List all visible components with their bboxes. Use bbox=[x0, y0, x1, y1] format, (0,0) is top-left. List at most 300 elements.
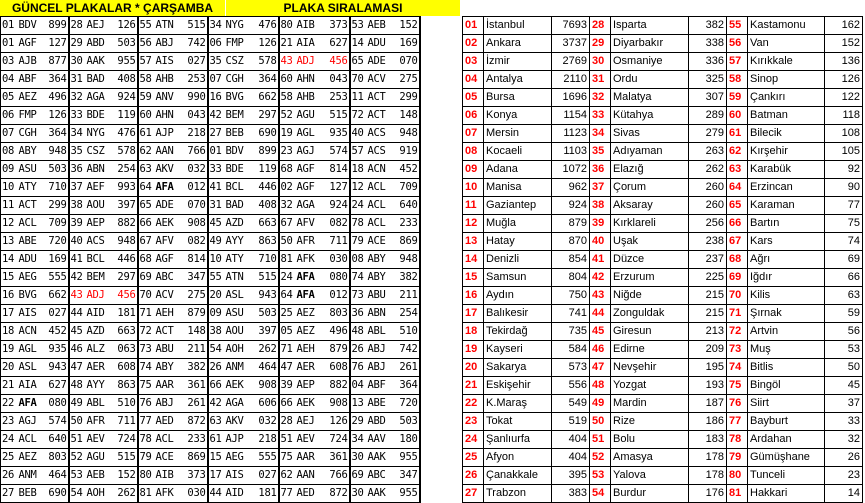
ranking-count: 69 bbox=[825, 251, 863, 269]
plate-letters: AZD bbox=[86, 323, 113, 341]
plate-letters: ASU bbox=[18, 161, 44, 179]
plate-letters: ACL bbox=[367, 197, 394, 215]
plate-letters: AED bbox=[296, 485, 324, 503]
plate-letters: CSZ bbox=[225, 53, 253, 71]
ranking-city: Denizli bbox=[484, 251, 552, 269]
ranking-rank: 60 bbox=[727, 107, 748, 125]
plate-letters: AFA bbox=[155, 179, 181, 197]
plate-letters: ADE bbox=[155, 197, 181, 215]
plate-letters: ASL bbox=[18, 359, 44, 377]
ranking-row bbox=[463, 287, 863, 305]
plate-code: 76 bbox=[138, 395, 155, 413]
plates-row bbox=[1, 17, 420, 35]
plate-code: 12 bbox=[350, 179, 367, 197]
plate-code: 25 bbox=[1, 449, 18, 467]
ranking-count: 26 bbox=[825, 449, 863, 467]
ranking-city: Siirt bbox=[748, 395, 825, 413]
ranking-count: 63 bbox=[825, 287, 863, 305]
plate-letters: ATY bbox=[225, 251, 253, 269]
ranking-count: 804 bbox=[552, 269, 590, 287]
ranking-city: Niğde bbox=[611, 287, 689, 305]
plate-letters: AYY bbox=[225, 233, 253, 251]
plate-number: 070 bbox=[181, 197, 208, 215]
plate-letters: BCL bbox=[225, 179, 253, 197]
plate-number: 742 bbox=[394, 341, 420, 359]
ranking-count: 404 bbox=[552, 431, 590, 449]
ranking-rank: 12 bbox=[463, 215, 484, 233]
plate-code: 33 bbox=[208, 161, 225, 179]
plate-letters: AEZ bbox=[296, 305, 324, 323]
plate-number: 879 bbox=[324, 341, 350, 359]
plate-letters: AOU bbox=[86, 197, 113, 215]
ranking-count: 162 bbox=[825, 17, 863, 35]
plate-letters: ABE bbox=[18, 233, 44, 251]
plate-letters: ALZ bbox=[86, 341, 113, 359]
ranking-table bbox=[462, 16, 863, 503]
ranking-count: 187 bbox=[689, 395, 727, 413]
ranking-rank: 44 bbox=[590, 305, 611, 323]
plate-number: 382 bbox=[181, 359, 208, 377]
plate-number: 253 bbox=[181, 71, 208, 89]
plate-number: 574 bbox=[324, 143, 350, 161]
plates-row bbox=[1, 287, 420, 305]
ranking-city: Düzce bbox=[611, 251, 689, 269]
ranking-rank: 41 bbox=[590, 251, 611, 269]
plate-code: 66 bbox=[279, 395, 296, 413]
plates-row bbox=[1, 269, 420, 287]
plate-number: 119 bbox=[253, 161, 279, 179]
ranking-count: 92 bbox=[825, 161, 863, 179]
plate-letters: AIS bbox=[18, 305, 44, 323]
ranking-city: Samsun bbox=[484, 269, 552, 287]
plates-row bbox=[1, 89, 420, 107]
ranking-rank: 07 bbox=[463, 125, 484, 143]
plate-number: 863 bbox=[113, 377, 138, 395]
plate-letters: ADJ bbox=[86, 287, 113, 305]
plate-letters: AAN bbox=[155, 143, 181, 161]
ranking-city: Kütahya bbox=[611, 107, 689, 125]
plate-number: 948 bbox=[44, 143, 69, 161]
ranking-city: Bilecik bbox=[748, 125, 825, 143]
plate-code: 18 bbox=[1, 323, 18, 341]
ranking-rank: 68 bbox=[727, 251, 748, 269]
plate-number: 119 bbox=[113, 107, 138, 125]
plate-number: 955 bbox=[394, 485, 420, 503]
ranking-rank: 55 bbox=[727, 17, 748, 35]
ranking-city: Burdur bbox=[611, 485, 689, 503]
plate-letters: ABU bbox=[155, 341, 181, 359]
plate-letters: AGJ bbox=[296, 143, 324, 161]
plate-number: 766 bbox=[324, 467, 350, 485]
plate-number: 640 bbox=[394, 197, 420, 215]
ranking-rank: 67 bbox=[727, 233, 748, 251]
plate-number: 724 bbox=[324, 431, 350, 449]
plate-code: 25 bbox=[279, 305, 296, 323]
plate-code: 57 bbox=[138, 53, 155, 71]
plate-number: 766 bbox=[181, 143, 208, 161]
ranking-rank: 69 bbox=[727, 269, 748, 287]
ranking-city: Bayburt bbox=[748, 413, 825, 431]
ranking-city: Rize bbox=[611, 413, 689, 431]
plate-code: 27 bbox=[1, 485, 18, 503]
ranking-count: 186 bbox=[689, 413, 727, 431]
plate-code: 63 bbox=[208, 413, 225, 431]
plate-code: 20 bbox=[208, 287, 225, 305]
plate-code: 29 bbox=[69, 35, 86, 53]
plate-code: 36 bbox=[69, 161, 86, 179]
plate-code: 52 bbox=[69, 449, 86, 467]
ranking-rank: 63 bbox=[727, 161, 748, 179]
plate-code: 06 bbox=[208, 35, 225, 53]
ranking-count: 519 bbox=[552, 413, 590, 431]
ranking-count: 404 bbox=[552, 449, 590, 467]
ranking-rank: 42 bbox=[590, 269, 611, 287]
ranking-city: Muş bbox=[748, 341, 825, 359]
plate-letters: AGA bbox=[86, 89, 113, 107]
ranking-rank: 47 bbox=[590, 359, 611, 377]
ranking-rank: 10 bbox=[463, 179, 484, 197]
plate-letters: AEZ bbox=[18, 449, 44, 467]
plate-letters: AEF bbox=[86, 179, 113, 197]
plates-row bbox=[1, 467, 420, 485]
ranking-rank: 50 bbox=[590, 413, 611, 431]
plate-number: 364 bbox=[253, 71, 279, 89]
plate-number: 803 bbox=[44, 449, 69, 467]
plate-code: 09 bbox=[208, 305, 225, 323]
plate-letters: ABJ bbox=[367, 341, 394, 359]
plate-number: 503 bbox=[394, 413, 420, 431]
ranking-count: 879 bbox=[552, 215, 590, 233]
plate-number: 299 bbox=[394, 89, 420, 107]
plate-letters: AEB bbox=[367, 17, 394, 35]
ranking-rank: 13 bbox=[463, 233, 484, 251]
ranking-row bbox=[463, 143, 863, 161]
ranking-rank: 15 bbox=[463, 269, 484, 287]
plate-number: 070 bbox=[394, 53, 420, 71]
plate-letters: AAK bbox=[367, 485, 394, 503]
ranking-city: Bingöl bbox=[748, 377, 825, 395]
plate-code: 79 bbox=[138, 449, 155, 467]
plate-letters: ACL bbox=[18, 431, 44, 449]
plate-number: 148 bbox=[181, 323, 208, 341]
plate-code: 62 bbox=[138, 143, 155, 161]
plate-letters: AEH bbox=[296, 341, 324, 359]
plate-letters: AGA bbox=[225, 395, 253, 413]
plate-code: 26 bbox=[350, 341, 367, 359]
plate-code: 63 bbox=[138, 161, 155, 179]
plate-number: 262 bbox=[113, 485, 138, 503]
plate-code: 35 bbox=[208, 53, 225, 71]
plate-letters: AFA bbox=[296, 269, 324, 287]
ranking-row bbox=[463, 377, 863, 395]
plate-number: 710 bbox=[44, 179, 69, 197]
plate-number: 397 bbox=[113, 197, 138, 215]
ranking-rank: 28 bbox=[590, 17, 611, 35]
plate-letters: AFK bbox=[296, 251, 324, 269]
plate-code: 17 bbox=[208, 467, 225, 485]
plate-number: 262 bbox=[253, 341, 279, 359]
plate-code: 53 bbox=[350, 17, 367, 35]
plate-number: 211 bbox=[394, 287, 420, 305]
plate-code: 81 bbox=[138, 485, 155, 503]
ranking-city: Uşak bbox=[611, 233, 689, 251]
plate-number: 211 bbox=[181, 341, 208, 359]
plate-code: 45 bbox=[208, 215, 225, 233]
plate-code: 34 bbox=[350, 431, 367, 449]
ranking-count: 1123 bbox=[552, 125, 590, 143]
plates-row bbox=[1, 215, 420, 233]
plate-code: 16 bbox=[208, 89, 225, 107]
plate-code: 77 bbox=[279, 485, 296, 503]
ranking-count: 260 bbox=[689, 179, 727, 197]
plate-code: 66 bbox=[208, 377, 225, 395]
ranking-count: 556 bbox=[552, 377, 590, 395]
plate-letters: AHB bbox=[155, 71, 181, 89]
ranking-city: K.Maraş bbox=[484, 395, 552, 413]
plate-letters: AFV bbox=[155, 233, 181, 251]
ranking-rank: 22 bbox=[463, 395, 484, 413]
plate-code: 14 bbox=[1, 251, 18, 269]
plate-code: 03 bbox=[1, 53, 18, 71]
ranking-count: 50 bbox=[825, 359, 863, 377]
ranking-count: 136 bbox=[825, 53, 863, 71]
ranking-rank: 14 bbox=[463, 251, 484, 269]
ranking-count: 279 bbox=[689, 125, 727, 143]
plate-letters: ADJ bbox=[296, 53, 324, 71]
plate-letters: ABY bbox=[367, 251, 394, 269]
plate-number: 720 bbox=[44, 233, 69, 251]
ranking-rank: 37 bbox=[590, 179, 611, 197]
ranking-city: Balıkesir bbox=[484, 305, 552, 323]
plate-code: 46 bbox=[69, 341, 86, 359]
plates-row bbox=[1, 323, 420, 341]
ranking-city: Zonguldak bbox=[611, 305, 689, 323]
plate-code: 18 bbox=[350, 161, 367, 179]
plate-letters: ACT bbox=[367, 107, 394, 125]
ranking-rank: 34 bbox=[590, 125, 611, 143]
plate-number: 299 bbox=[44, 197, 69, 215]
plate-number: 955 bbox=[394, 449, 420, 467]
ranking-rank: 79 bbox=[727, 449, 748, 467]
ranking-count: 750 bbox=[552, 287, 590, 305]
ranking-count: 256 bbox=[689, 215, 727, 233]
plate-number: 742 bbox=[181, 35, 208, 53]
plate-letters: AIA bbox=[18, 377, 44, 395]
ranking-rank: 76 bbox=[727, 395, 748, 413]
plate-letters: ASL bbox=[225, 287, 253, 305]
plate-number: 027 bbox=[181, 53, 208, 71]
plate-code: 48 bbox=[350, 323, 367, 341]
ranking-count: 382 bbox=[689, 17, 727, 35]
plate-code: 80 bbox=[138, 467, 155, 485]
plate-code: 21 bbox=[279, 35, 296, 53]
plate-code: 01 bbox=[1, 17, 18, 35]
plate-code: 78 bbox=[138, 431, 155, 449]
plate-number: 711 bbox=[324, 233, 350, 251]
plate-number: 935 bbox=[44, 341, 69, 359]
ranking-row bbox=[463, 323, 863, 341]
ranking-city: Bolu bbox=[611, 431, 689, 449]
ranking-city: Kırıkkale bbox=[748, 53, 825, 71]
ranking-count: 307 bbox=[689, 89, 727, 107]
ranking-count: 215 bbox=[689, 305, 727, 323]
plates-row bbox=[1, 71, 420, 89]
plate-letters: NYG bbox=[225, 17, 253, 35]
plate-letters: ABJ bbox=[367, 359, 394, 377]
ranking-rank: 25 bbox=[463, 449, 484, 467]
plate-code: 51 bbox=[69, 431, 86, 449]
ranking-rank: 70 bbox=[727, 287, 748, 305]
plate-letters: AIS bbox=[225, 467, 253, 485]
plate-code: 19 bbox=[1, 341, 18, 359]
plate-number: 233 bbox=[394, 215, 420, 233]
plate-code: 13 bbox=[1, 233, 18, 251]
plate-number: 148 bbox=[394, 107, 420, 125]
plate-code: 74 bbox=[350, 269, 367, 287]
plate-number: 261 bbox=[394, 359, 420, 377]
ranking-rank: 33 bbox=[590, 107, 611, 125]
plate-letters: AJP bbox=[155, 125, 181, 143]
plate-number: 690 bbox=[253, 125, 279, 143]
plate-number: 803 bbox=[324, 305, 350, 323]
plate-letters: ACV bbox=[155, 287, 181, 305]
plate-letters: BDE bbox=[225, 161, 253, 179]
ranking-rank: 61 bbox=[727, 125, 748, 143]
ranking-rank: 54 bbox=[590, 485, 611, 503]
plate-letters: AGF bbox=[155, 251, 181, 269]
ranking-count: 238 bbox=[689, 233, 727, 251]
ranking-count: 126 bbox=[825, 71, 863, 89]
plate-code: 11 bbox=[1, 197, 18, 215]
plate-letters: BAD bbox=[225, 197, 253, 215]
plate-number: 869 bbox=[394, 233, 420, 251]
plate-code: 09 bbox=[1, 161, 18, 179]
plate-number: 814 bbox=[181, 251, 208, 269]
plate-letters: ATY bbox=[18, 179, 44, 197]
plate-letters: FMP bbox=[18, 107, 44, 125]
plate-number: 476 bbox=[253, 17, 279, 35]
ranking-count: 338 bbox=[689, 35, 727, 53]
plate-number: 908 bbox=[181, 215, 208, 233]
ranking-count: 178 bbox=[689, 449, 727, 467]
ranking-rank: 20 bbox=[463, 359, 484, 377]
plate-code: 01 bbox=[1, 35, 18, 53]
plate-letters: ACL bbox=[18, 215, 44, 233]
plate-number: 181 bbox=[113, 305, 138, 323]
ranking-count: 195 bbox=[689, 359, 727, 377]
plate-number: 503 bbox=[113, 35, 138, 53]
ranking-city: Hatay bbox=[484, 233, 552, 251]
ranking-rank: 72 bbox=[727, 323, 748, 341]
plate-number: 275 bbox=[394, 71, 420, 89]
plate-code: 42 bbox=[208, 107, 225, 125]
plates-row bbox=[1, 377, 420, 395]
plate-letters: ANV bbox=[155, 89, 181, 107]
ranking-city: Kars bbox=[748, 233, 825, 251]
plate-letters: AEH bbox=[155, 305, 181, 323]
plate-number: 275 bbox=[181, 287, 208, 305]
plate-letters: AEV bbox=[296, 431, 324, 449]
plate-letters: AKV bbox=[155, 161, 181, 179]
plate-code: 21 bbox=[1, 377, 18, 395]
plates-grid bbox=[0, 16, 421, 503]
ranking-city: Antalya bbox=[484, 71, 552, 89]
plate-code: 78 bbox=[350, 215, 367, 233]
ranking-city: Bitlis bbox=[748, 359, 825, 377]
plate-code: 60 bbox=[279, 71, 296, 89]
plate-number: 879 bbox=[181, 305, 208, 323]
plate-number: 218 bbox=[253, 431, 279, 449]
plate-code: 79 bbox=[350, 233, 367, 251]
ranking-city: Sakarya bbox=[484, 359, 552, 377]
plate-number: 126 bbox=[324, 413, 350, 431]
plate-number: 043 bbox=[324, 71, 350, 89]
ranking-count: 263 bbox=[689, 143, 727, 161]
ranking-city: Kocaeli bbox=[484, 143, 552, 161]
plates-row bbox=[1, 341, 420, 359]
ranking-count: 1072 bbox=[552, 161, 590, 179]
ranking-rank: 09 bbox=[463, 161, 484, 179]
plate-letters: AEP bbox=[86, 215, 113, 233]
ranking-city: Afyon bbox=[484, 449, 552, 467]
plate-number: 899 bbox=[44, 17, 69, 35]
plate-number: 663 bbox=[253, 215, 279, 233]
plate-number: 347 bbox=[181, 269, 208, 287]
plate-code: 72 bbox=[350, 107, 367, 125]
ranking-city: Ankara bbox=[484, 35, 552, 53]
ranking-city: Van bbox=[748, 35, 825, 53]
plate-code: 07 bbox=[208, 71, 225, 89]
plate-code: 23 bbox=[279, 143, 296, 161]
plate-number: 510 bbox=[113, 395, 138, 413]
ranking-city: Çanakkale bbox=[484, 467, 552, 485]
plate-number: 608 bbox=[324, 359, 350, 377]
ranking-count: 3737 bbox=[552, 35, 590, 53]
plate-number: 456 bbox=[113, 287, 138, 305]
plate-letters: ABJ bbox=[155, 395, 181, 413]
ranking-city: Bartın bbox=[748, 215, 825, 233]
plate-number: 373 bbox=[324, 17, 350, 35]
plate-code: 43 bbox=[279, 53, 296, 71]
plate-number: 127 bbox=[324, 179, 350, 197]
plate-letters: BDE bbox=[86, 107, 113, 125]
ranking-rank: 26 bbox=[463, 467, 484, 485]
ranking-city: Mersin bbox=[484, 125, 552, 143]
plate-number: 709 bbox=[44, 215, 69, 233]
plate-number: 082 bbox=[324, 215, 350, 233]
plate-code: 23 bbox=[1, 413, 18, 431]
plate-code: 56 bbox=[138, 35, 155, 53]
plate-letters: AHN bbox=[296, 71, 324, 89]
plate-number: 476 bbox=[113, 125, 138, 143]
ranking-count: 2110 bbox=[552, 71, 590, 89]
ranking-rank: 66 bbox=[727, 215, 748, 233]
plate-number: 690 bbox=[44, 485, 69, 503]
plate-code: 01 bbox=[208, 143, 225, 161]
ranking-rank: 78 bbox=[727, 431, 748, 449]
plate-code: 17 bbox=[1, 305, 18, 323]
plate-number: 032 bbox=[253, 413, 279, 431]
ranking-row bbox=[463, 107, 863, 125]
plate-number: 578 bbox=[253, 53, 279, 71]
plate-letters: ABY bbox=[18, 143, 44, 161]
plate-number: 181 bbox=[253, 485, 279, 503]
plate-letters: BEB bbox=[18, 485, 44, 503]
plate-code: 02 bbox=[279, 179, 296, 197]
plate-code: 73 bbox=[350, 287, 367, 305]
ranking-row bbox=[463, 215, 863, 233]
plates-row bbox=[1, 161, 420, 179]
